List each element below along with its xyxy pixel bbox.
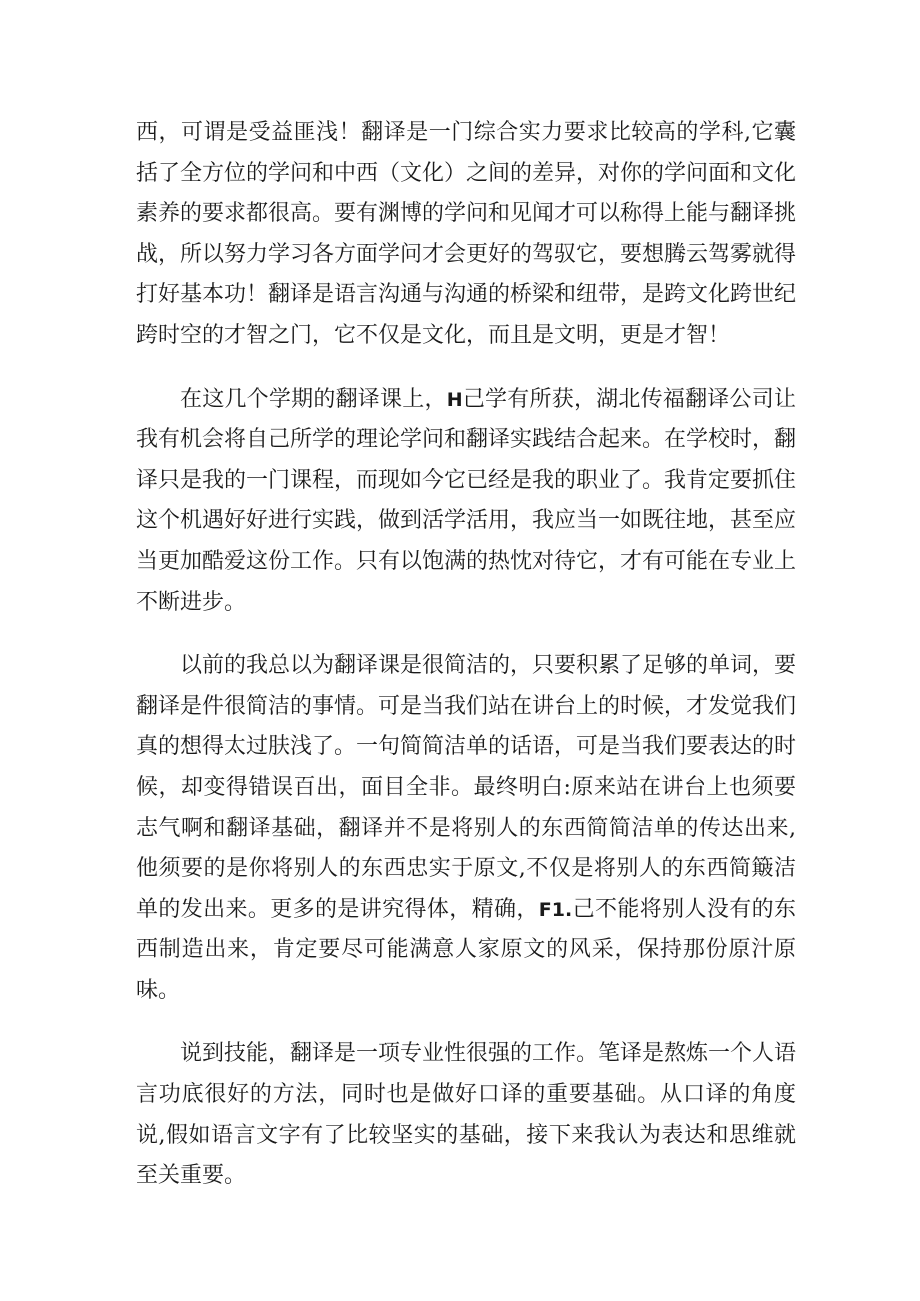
paragraph-3-bold-mark: F1. xyxy=(538,898,573,921)
paragraph-1-text: 西，可谓是受益匪浅！翻译是一门综合实力要求比较高的学科,它囊括了全方位的学问和中西（文化）之间的差异，对你的学问面和文化素养的要求都很高。要有渊博的学问和见闻才可以称得上能与翻译挑战，所以努力学习各方面学问才会更好的驾驭它，要想腾云驾雾就得打好基本功！翻译是语言沟通与沟通的桥梁和纽带，是跨文化跨世纪跨时空的才智之门，它不仅是文化，而且是文明，更是才智！ xyxy=(136,120,797,348)
paragraph-2-prefix: 在这几个学期的翻译课上， xyxy=(180,386,447,412)
paragraph-3 xyxy=(136,646,796,1011)
paragraph-2-bold-mark: H xyxy=(446,388,463,411)
paragraph-4-text: 说到技能，翻译是一项专业性很强的工作。笔译是熬炼一个人语言功底很好的方法，同时也是做好口译的重要基础。从口译的角度说,假如语言文字有了比较坚实的基础，接下来我认为表达和思维就至关重要。 xyxy=(136,1041,797,1189)
paragraph-1 xyxy=(136,113,796,357)
document-body xyxy=(136,113,796,1197)
paragraph-2-text: 己学有所获，湖北传福翻译公司让我有机会将自己所学的理论学问和翻译实践结合起来。在学校时，翻译只是我的一门课程，而现如今它已经是我的职业了。我肯定要抓住这个机遇好好进行实践，做到活学活用，我应当一如既往地，甚至应当更加酷爱这份工作。只有以饱满的热忱对待它，才有可能在专业上不断进步。 xyxy=(136,386,797,615)
paragraph-3-text: 己不能将别人没有的东西制造出来，肯定要尽可能满意人家原文的风采，保持那份原汁原味。 xyxy=(136,896,796,1003)
paragraph-2 xyxy=(136,380,796,624)
paragraph-4 xyxy=(136,1034,796,1196)
paragraph-3-prefix: 以前的我总以为翻译课是很简洁的，只要积累了足够的单词，要翻译是件很简洁的事情。可是当我们站在讲台上的时候，才发觉我们真的想得太过肤浅了。一句简简洁单的话语，可是当我们要表达的时候，却变得错误百出，面目全非。最终明白:原来站在讲台上也须要志气啊和翻译基础，翻译并不是将别人的东西简简洁单的传达出来,他须要的是你将别人的东西忠实于原文,不仅是将别人的东西简簸洁单的发出来。更多的是讲究得体，精确， xyxy=(136,653,797,922)
